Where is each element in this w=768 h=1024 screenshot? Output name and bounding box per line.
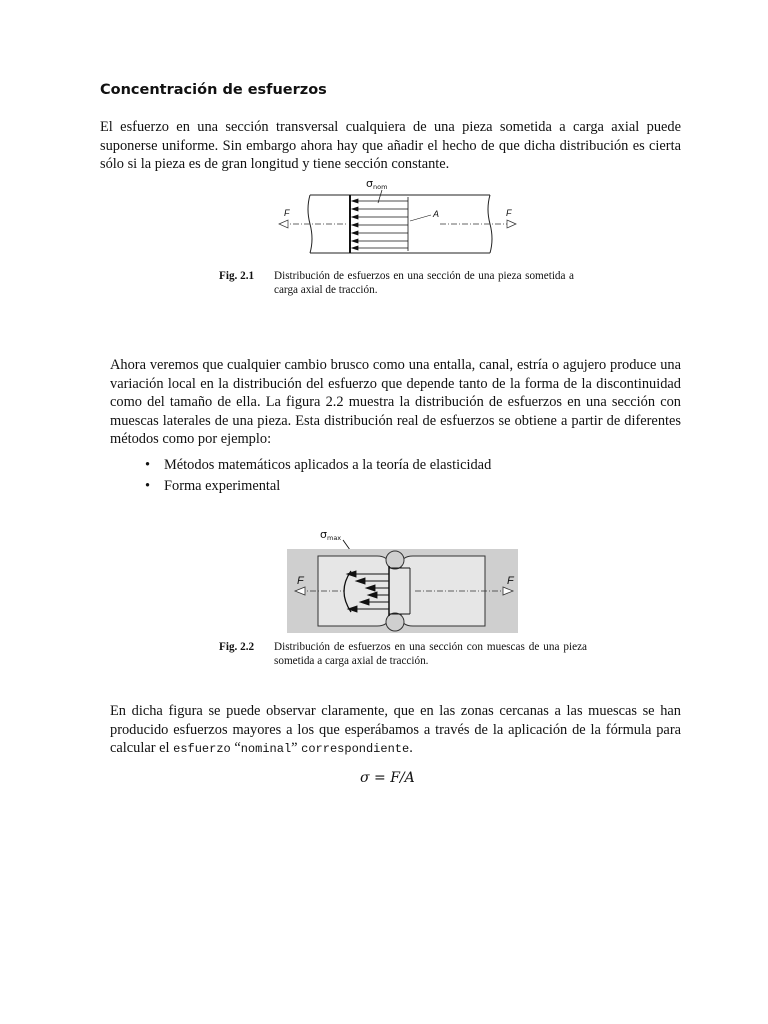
section-heading: Concentración de esfuerzos (100, 82, 327, 98)
paragraph-observation: En dicha figura se puede observar claramente, que en las zonas cercanas a las muescas se han producido esfuerzos mayores a los que esperábamos a través de la aplicación de la fórmula para calcular el esfuerzo “nominal” correspondiente. (110, 703, 681, 756)
paragraph-discontinuity: Ahora veremos que cualquier cambio brusco como una entalla, canal, estría o agujero produce una variación local en la distribución del esfuerzo que depende tanto de la forma de la discontinuidad como del tamaño de ella. La figura 2.2 muestra la distribución de esfuerzos en una sección con muescas laterales de una pieza. Esta distribución real de esfuerzos se obtiene a partir de diferentes métodos como por ejemplo: (110, 357, 681, 447)
list-item: • Forma experimental (145, 478, 281, 494)
sigma-max-label: σmax (320, 528, 342, 542)
area-label: A (433, 209, 440, 219)
figure-2-2 (285, 522, 520, 634)
caption-text: Distribución de esfuerzos en una sección con muescas de una pieza sometida a carga axial de tracción. (274, 641, 587, 667)
force-left-label: F (284, 208, 290, 218)
force-right-label: F (506, 208, 512, 218)
methods-list (145, 456, 491, 498)
uniform-stress-arrows (352, 197, 408, 251)
stress-formula: σ = F/A (360, 770, 415, 786)
force-right-label: F (507, 575, 514, 587)
arrow-left (279, 220, 288, 228)
caption-number: Fig. 2.2 (219, 641, 255, 653)
caption-number: Fig. 2.1 (219, 270, 255, 282)
figure-2-1 (270, 175, 530, 265)
force-left-label: F (297, 575, 304, 587)
caption-text: Distribución de esfuerzos en una sección de una pieza sometida a carga axial de tracción. (274, 270, 574, 296)
sigma-nom-label: σnom (366, 177, 388, 191)
list-item: • Métodos matemáticos aplicados a la teoría de elasticidad (145, 457, 492, 473)
arrow-right (507, 220, 516, 228)
paragraph-intro: El esfuerzo en una sección transversal cualquiera de una pieza sometida a carga axial puede suponerse uniforme. Sin embargo ahora hay que añadir el hecho de que dicha distribución es cierta sólo si la pieza es de gran longitud y tiene sección constante. (100, 119, 681, 172)
